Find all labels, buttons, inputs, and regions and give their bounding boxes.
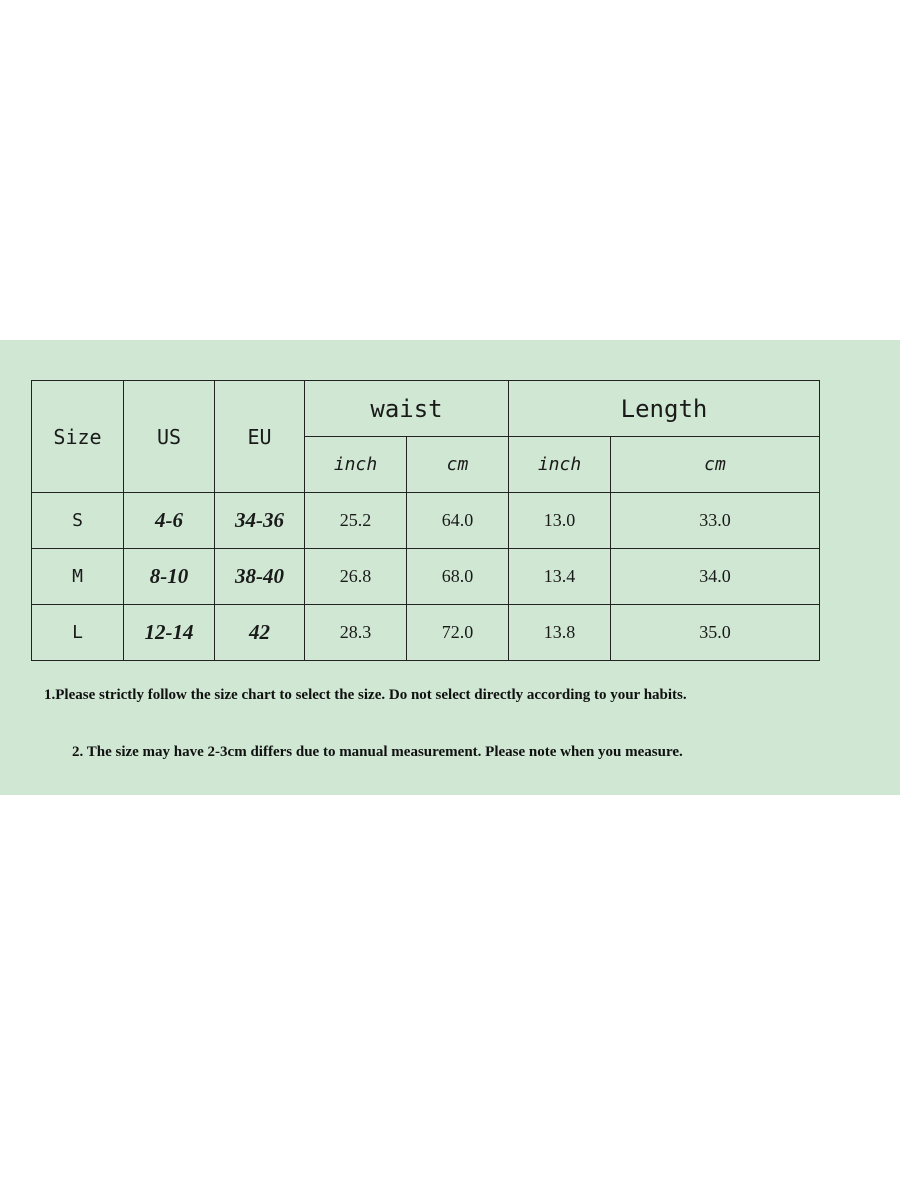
cell-eu: 38-40 xyxy=(215,549,305,605)
cell-waist-cm: 64.0 xyxy=(407,493,509,549)
size-note-1: 1.Please strictly follow the size chart to select the size. Do not select directly according to your habits. xyxy=(44,687,687,703)
cell-size: S xyxy=(32,493,124,549)
size-chart-table xyxy=(31,380,820,661)
header-size: Size xyxy=(32,381,124,493)
size-chart-panel xyxy=(0,340,900,795)
cell-length-cm: 35.0 xyxy=(611,605,820,661)
cell-waist-inch: 28.3 xyxy=(305,605,407,661)
header-waist-cm: cm xyxy=(407,437,509,493)
cell-waist-cm: 68.0 xyxy=(407,549,509,605)
header-row-top xyxy=(32,381,820,437)
table-row xyxy=(32,493,820,549)
cell-waist-inch: 26.8 xyxy=(305,549,407,605)
cell-eu: 42 xyxy=(215,605,305,661)
size-note-2: 2. The size may have 2-3cm differs due to manual measurement. Please note when you measure. xyxy=(72,744,683,760)
cell-length-inch: 13.8 xyxy=(509,605,611,661)
cell-us: 4-6 xyxy=(124,493,215,549)
cell-length-inch: 13.4 xyxy=(509,549,611,605)
cell-size: L xyxy=(32,605,124,661)
cell-waist-inch: 25.2 xyxy=(305,493,407,549)
cell-us: 8-10 xyxy=(124,549,215,605)
header-us: US xyxy=(124,381,215,493)
cell-length-inch: 13.0 xyxy=(509,493,611,549)
table-row xyxy=(32,605,820,661)
header-waist: waist xyxy=(305,381,509,437)
header-eu: EU xyxy=(215,381,305,493)
cell-size: M xyxy=(32,549,124,605)
cell-length-cm: 34.0 xyxy=(611,549,820,605)
header-length: Length xyxy=(509,381,820,437)
header-length-cm: cm xyxy=(611,437,820,493)
cell-us: 12-14 xyxy=(124,605,215,661)
cell-waist-cm: 72.0 xyxy=(407,605,509,661)
cell-eu: 34-36 xyxy=(215,493,305,549)
cell-length-cm: 33.0 xyxy=(611,493,820,549)
header-waist-inch: inch xyxy=(305,437,407,493)
table-row xyxy=(32,549,820,605)
header-length-inch: inch xyxy=(509,437,611,493)
